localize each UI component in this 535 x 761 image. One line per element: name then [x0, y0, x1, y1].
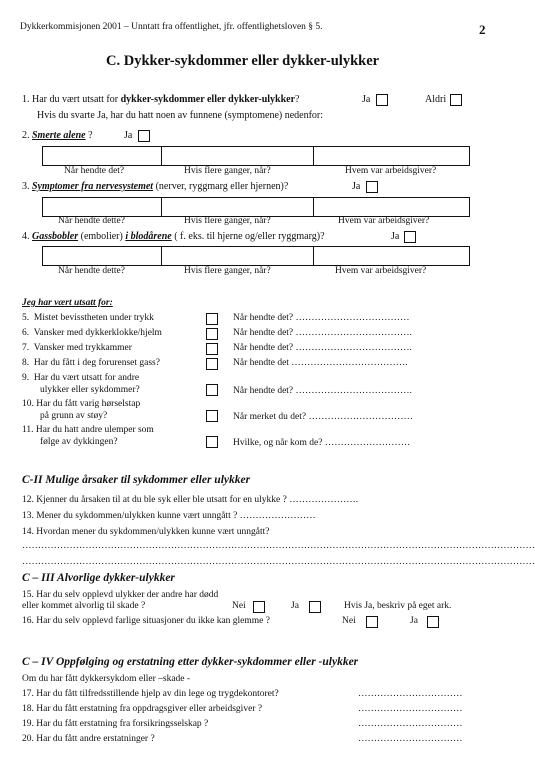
section-civ-heading: C – IV Oppfølging og erstatning etter dykker-sykdommer eller -ulykker [22, 656, 359, 668]
section-cii-heading: C-II Mulige årsaker til sykdommer eller ulykker [22, 474, 251, 486]
q1-ja-label: Ja [362, 94, 371, 105]
exposure-6-when: Når hendte det? ………………………………. [233, 328, 412, 338]
q16-ja-label: Ja [410, 616, 418, 626]
question-17: 17. Har du fått tilfredsstillende hjelp av din lege og trygdekontoret? [22, 689, 279, 699]
exposure-9-line2: ulykker eller sykdommer? [40, 385, 140, 395]
q15-nei-label: Nei [232, 601, 246, 611]
q14-answer-line-2[interactable]: ……………………………………………………………………………………………………………………………………………… [22, 557, 535, 567]
q17-answer-dots[interactable]: …………………………… [358, 689, 463, 699]
q1-aldri-checkbox[interactable] [450, 94, 462, 106]
exposure-7-when: Når hendte det? ………………………………. [233, 343, 412, 353]
exposure-11-checkbox[interactable] [206, 436, 218, 448]
question-13: 13. Mener du sykdommen/ulykken kunne vært unngått ? …………………… [22, 511, 316, 521]
q4-answer-row[interactable] [42, 246, 470, 266]
question-18: 18. Har du fått erstatning fra oppdragsgiver eller arbeidsgiver ? [22, 704, 263, 714]
exposure-11: 11. Har du hatt andre ulemper som [22, 425, 154, 435]
q3-employer-label: Hvem var arbeidsgiver? [338, 216, 430, 226]
q14-answer-line-1[interactable]: ……………………………………………………………………………………………………………………………………………… [22, 541, 535, 551]
q3-multiple-label: Hvis flere ganger, når? [184, 216, 271, 226]
q15-ja-label: Ja [291, 601, 299, 611]
question-15-line2: eller kommet alvorlig til skade ? [22, 601, 146, 611]
exposure-6: 6. Vansker med dykkerklokke/hjelm [22, 328, 162, 338]
q3-when-label: Når hendte dette? [58, 216, 125, 226]
question-4: 4. Gassbobler (embolier) i blodårene ( f. eks. til hjerne og/eller ryggmarg)? [22, 231, 325, 242]
exposure-5: 5. Mistet bevisstheten under trykk [22, 313, 154, 323]
question-1: 1. Har du vært utsatt for dykker-sykdommer eller dykker-ulykker? [22, 94, 300, 105]
q15-nei-checkbox[interactable] [253, 601, 265, 613]
exposure-8-when: Når hendte det ………………………………. [233, 358, 408, 368]
question-3: 3. Symptomer fra nervesystemet (nerver, ryggmarg eller hjernen)? [22, 181, 289, 192]
q20-answer-dots[interactable]: …………………………… [358, 734, 463, 744]
q3-ja-label: Ja [352, 181, 361, 192]
q1-ja-checkbox[interactable] [376, 94, 388, 106]
q3-ja-checkbox[interactable] [366, 181, 378, 193]
page-header: Dykkerkommisjonen 2001 – Unntatt fra offentlighet, jfr. offentlighetsloven § 5. [20, 22, 323, 32]
q15-describe-note: Hvis Ja, beskriv på eget ark. [344, 601, 452, 611]
q16-nei-label: Nei [342, 616, 356, 626]
exposure-10: 10. Har du fått varig hørselstap [22, 399, 141, 409]
exposure-10-line2: på grunn av støy? [40, 411, 108, 421]
question-2: 2. Smerte alene ? [22, 130, 93, 141]
exposure-10-checkbox[interactable] [206, 410, 218, 422]
section-ciii-heading: C – III Alvorlige dykker-ulykker [22, 572, 175, 584]
q16-ja-checkbox[interactable] [427, 616, 439, 628]
q19-answer-dots[interactable]: …………………………… [358, 719, 463, 729]
exposed-heading: Jeg har vært utsatt for: [22, 298, 113, 308]
q16-nei-checkbox[interactable] [366, 616, 378, 628]
exposure-5-when: Når hendte det? ……………………………… [233, 313, 410, 323]
exposure-9: 9. Har du vært utsatt for andre [22, 373, 140, 383]
q15-ja-checkbox[interactable] [309, 601, 321, 613]
question-19: 19. Har du fått erstatning fra forsikringsselskap ? [22, 719, 209, 729]
civ-intro: Om du har fått dykkersykdom eller –skade - [22, 674, 191, 684]
q1-aldri-label: Aldri [425, 94, 447, 105]
exposure-5-checkbox[interactable] [206, 313, 218, 325]
q4-multiple-label: Hvis flere ganger, når? [184, 266, 271, 276]
q2-answer-row[interactable] [42, 146, 470, 166]
exposure-9-checkbox[interactable] [206, 384, 218, 396]
question-14: 14. Hvordan mener du sykdommen/ulykken kunne vært unngått? [22, 527, 270, 537]
exposure-6-checkbox[interactable] [206, 328, 218, 340]
exposure-11-when: Hvilke, og når kom de? ……………………… [233, 438, 411, 448]
q1-subtext: Hvis du svarte Ja, har du hatt noen av funnene (symptomene) nedenfor: [37, 110, 324, 121]
q4-employer-label: Hvem var arbeidsgiver? [335, 266, 427, 276]
q2-ja-checkbox[interactable] [138, 130, 150, 142]
q2-ja-label: Ja [124, 130, 133, 141]
question-12: 12. Kjenner du årsaken til at du ble syk eller ble utsatt for en ulykke ? …………………. [22, 495, 359, 505]
exposure-10-when: Når merket du det? …………………………… [233, 412, 413, 422]
q2-when-label: Når hendte det? [64, 166, 125, 176]
exposure-7-checkbox[interactable] [206, 343, 218, 355]
q4-ja-checkbox[interactable] [404, 231, 416, 243]
q2-multiple-label: Hvis flere ganger, når? [184, 166, 271, 176]
q4-ja-label: Ja [391, 231, 400, 242]
q4-when-label: Når hendte dette? [58, 266, 125, 276]
question-20: 20. Har du fått andre erstatninger ? [22, 734, 155, 744]
q2-employer-label: Hvem var arbeidsgiver? [345, 166, 437, 176]
question-16: 16. Har du selv opplevd farlige situasjoner du ikke kan glemme ? [22, 616, 270, 626]
exposure-9-when: Når hendte det? ………………………………. [233, 386, 412, 396]
exposure-11-line2: følge av dykkingen? [40, 437, 118, 447]
question-15: 15. Har du selv opplevd ulykker der andre har dødd [22, 590, 219, 600]
q3-answer-row[interactable] [42, 197, 470, 217]
q18-answer-dots[interactable]: …………………………… [358, 704, 463, 714]
page-number: 2 [479, 22, 486, 37]
exposure-8: 8. Har du fått i deg forurenset gass? [22, 358, 160, 368]
section-title: C. Dykker-sykdommer eller dykker-ulykker [106, 53, 380, 69]
exposure-8-checkbox[interactable] [206, 358, 218, 370]
exposure-7: 7. Vansker med trykkammer [22, 343, 132, 353]
